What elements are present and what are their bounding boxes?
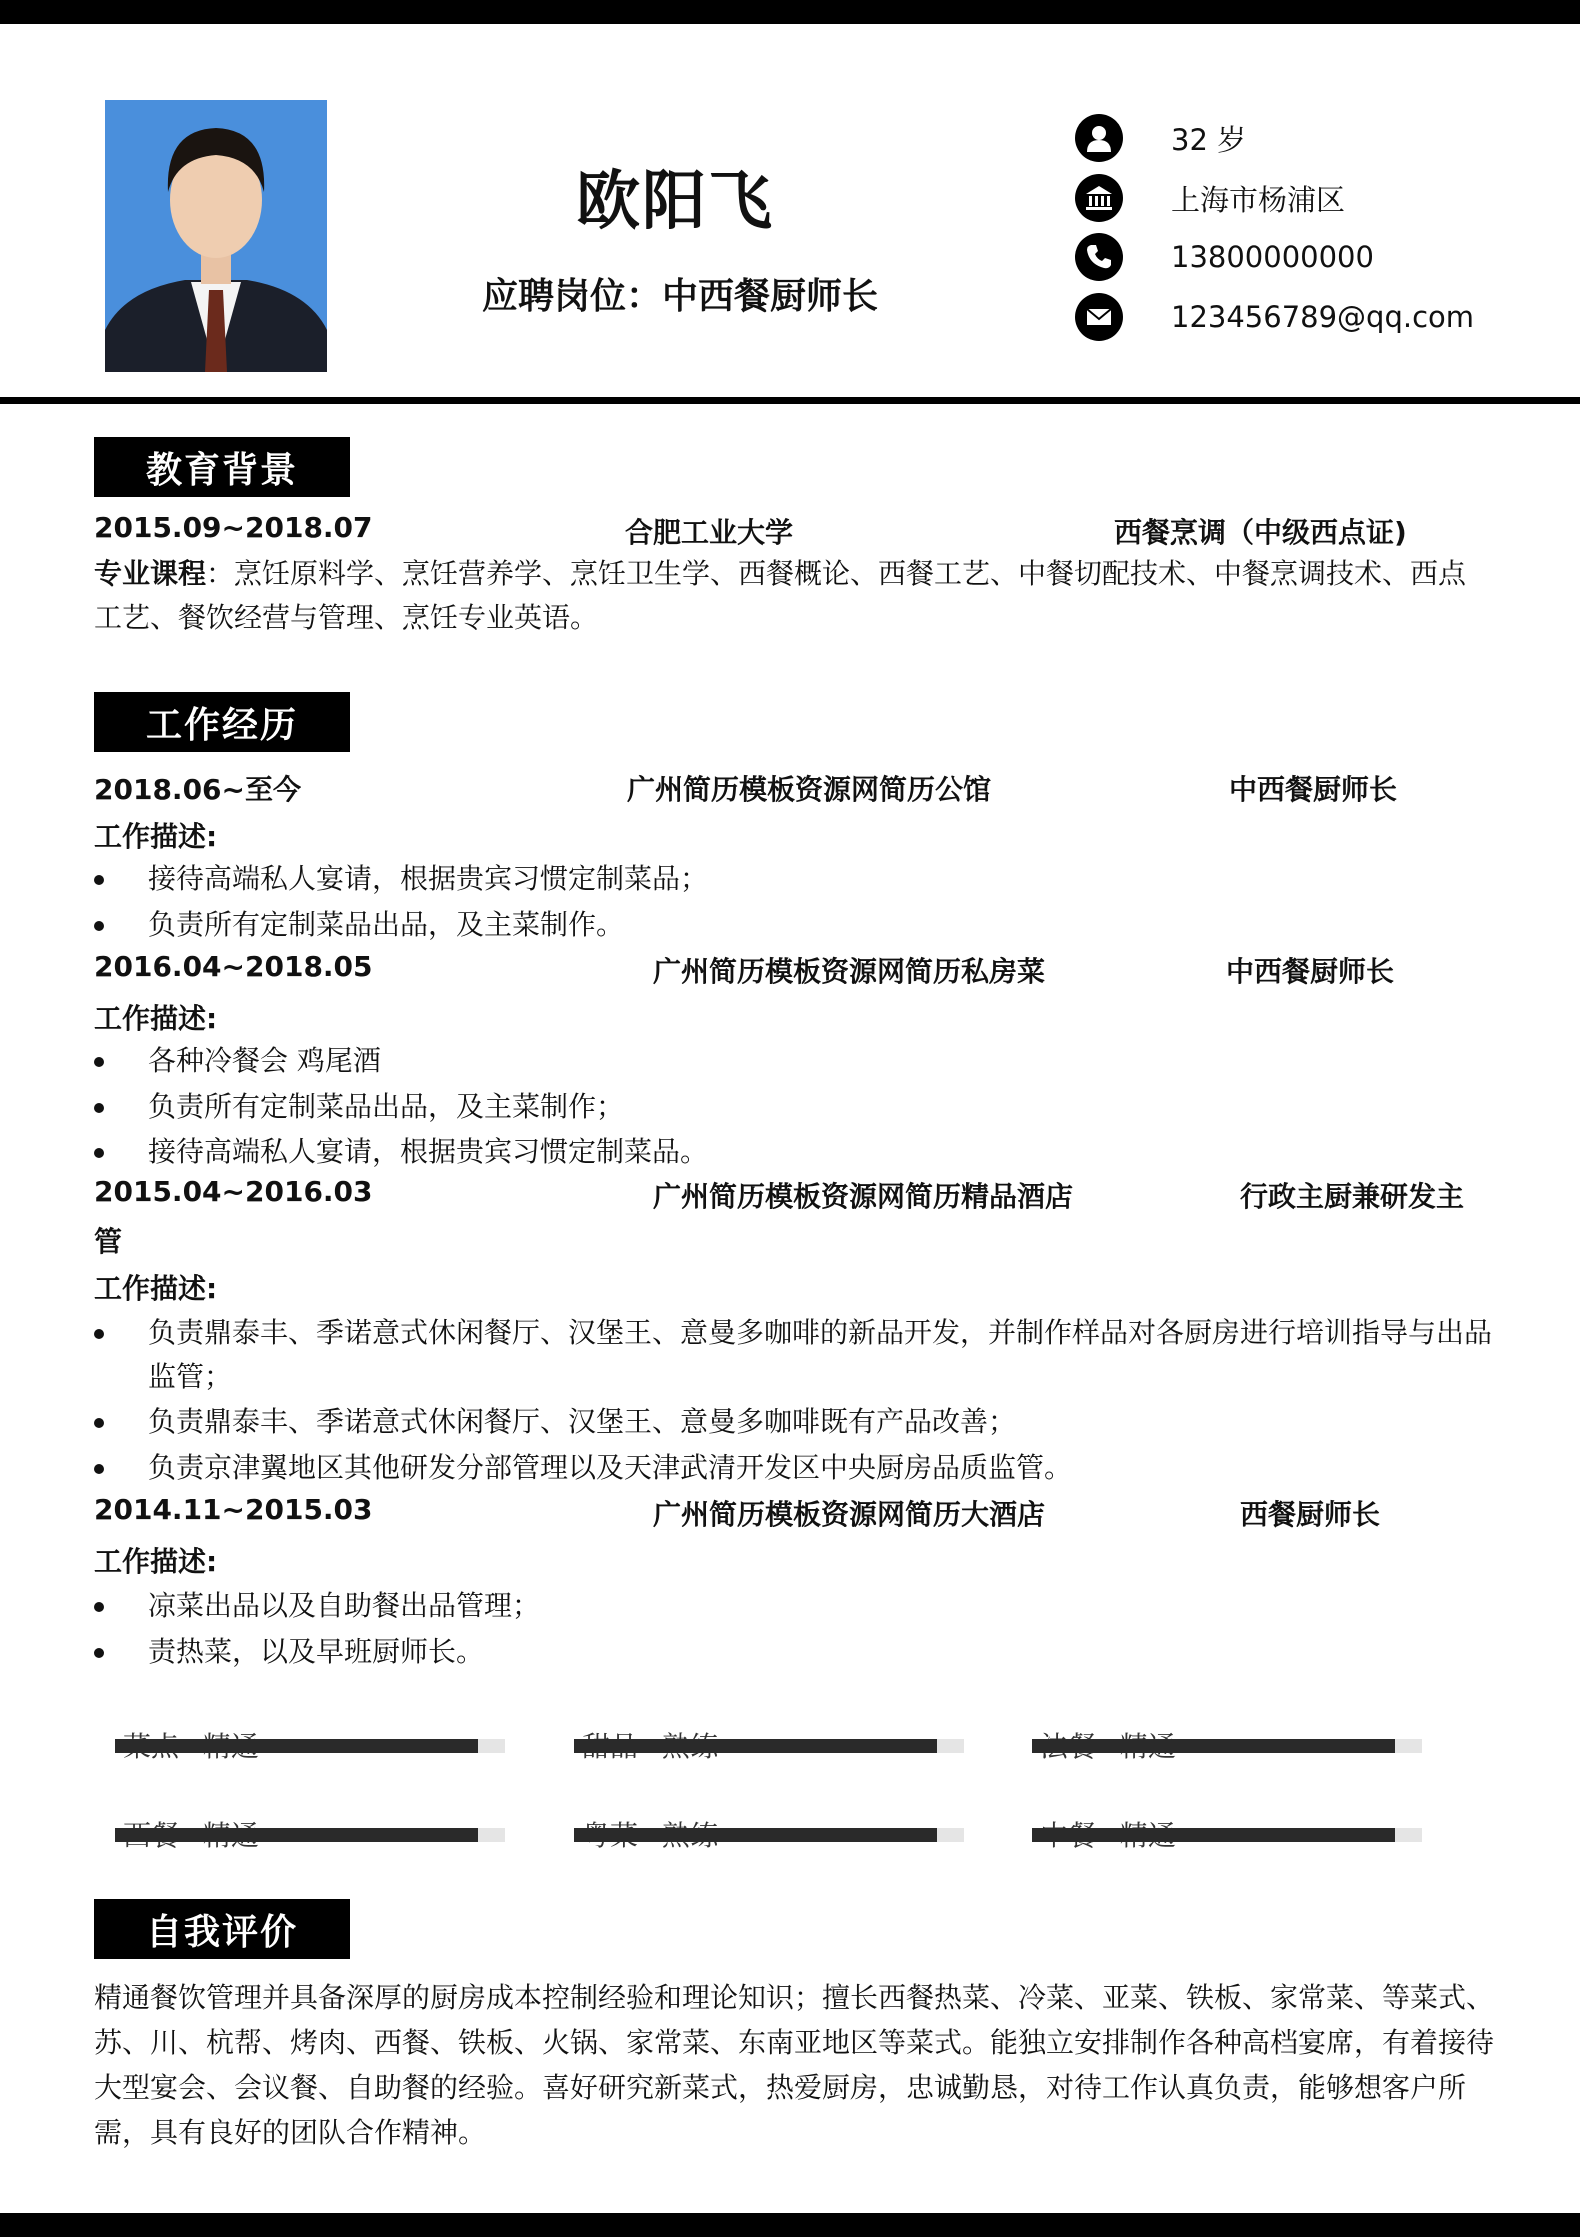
job-period: 2016.04~2018.05 xyxy=(94,950,373,983)
job-desc-label: 工作描述: xyxy=(94,1272,218,1305)
avatar-portrait xyxy=(105,100,327,372)
edu-school: 合肥工业大学 xyxy=(625,516,794,549)
skill-fill xyxy=(574,1828,937,1842)
edu-courses xyxy=(94,552,1494,640)
list-item: 接待高端私人宴请，根据贵宾习惯定制菜品； xyxy=(94,857,1504,901)
skill-bar xyxy=(1032,1822,1422,1852)
job-period: 2015.04~2016.03 xyxy=(94,1175,373,1208)
list-item: 负责所有定制菜品出品，及主菜制作。 xyxy=(94,903,1504,947)
contact-phone-text: 13800000000 xyxy=(1171,240,1374,274)
list-item: 凉菜出品以及自助餐出品管理； xyxy=(94,1584,1504,1628)
edu-courses-label: 专业课程 xyxy=(94,557,207,590)
contact-age-text: 32 岁 xyxy=(1171,122,1247,157)
job-role: 中西餐厨师长 xyxy=(1229,773,1398,806)
contact-email-text: 123456789@qq.com xyxy=(1171,300,1475,334)
job-role-continued: 管 xyxy=(94,1225,123,1258)
skill-fill xyxy=(1032,1739,1395,1753)
person-icon xyxy=(1075,114,1123,162)
skill-bar xyxy=(115,1822,505,1852)
job-company: 广州简历模板资源网简历公馆 xyxy=(627,773,992,806)
job-role: 中西餐厨师长 xyxy=(1226,955,1395,988)
applied-position: 应聘岗位：中西餐厨师长 xyxy=(481,276,878,317)
list-item: 负责鼎泰丰、季诺意式休闲餐厅、汉堡王、意曼多咖啡既有产品改善； xyxy=(94,1400,1504,1444)
job-period: 2014.11~2015.03 xyxy=(94,1493,373,1526)
skill-bar xyxy=(115,1733,505,1763)
self-eval-text: 精通餐饮管理并具备深厚的厨房成本控制经验和理论知识；擅长西餐热菜、冷菜、亚菜、铁板、家常菜、等菜式、苏、川、杭帮、烤肉、西餐、铁板、火锅、家常菜、东南亚地区等菜式。能独立安排制作各种高档宴席，有着接待大型宴会、会议餐、自助餐的经验。喜好研究新菜式，热爱厨房，忠诚勤恳，对待工作认真负责，能够想客户所需，具有良好的团队合作精神。 xyxy=(94,1981,1495,2149)
skill-fill xyxy=(574,1739,937,1753)
skill-fill xyxy=(115,1828,478,1842)
job-role: 行政主厨兼研发主 xyxy=(1240,1180,1465,1213)
bank-icon xyxy=(1075,174,1123,222)
job-desc-label: 工作描述: xyxy=(94,820,218,853)
job-role: 西餐厨师长 xyxy=(1240,1498,1381,1531)
job-desc-label: 工作描述: xyxy=(94,1545,218,1578)
job-company: 广州简历模板资源网简历精品酒店 xyxy=(653,1180,1074,1213)
job-desc-label: 工作描述: xyxy=(94,1002,218,1035)
section-title-education: 教育背景 xyxy=(94,437,350,497)
skill-bar xyxy=(1032,1733,1422,1763)
skill-bar xyxy=(574,1733,964,1763)
bottom-border xyxy=(0,2213,1580,2237)
skill-bar xyxy=(574,1822,964,1852)
contact-phone xyxy=(1075,233,1374,281)
list-item: 负责所有定制菜品出品，及主菜制作； xyxy=(94,1085,1504,1129)
section-title-work: 工作经历 xyxy=(94,692,350,752)
contact-address xyxy=(1075,174,1345,222)
section-title-self-eval: 自我评价 xyxy=(94,1899,350,1959)
job-company: 广州简历模板资源网简历大酒店 xyxy=(653,1498,1046,1531)
job-period: 2018.06~至今 xyxy=(94,773,301,806)
profile-photo xyxy=(105,100,327,372)
mail-icon xyxy=(1075,293,1123,341)
candidate-name: 欧阳飞 xyxy=(576,165,774,239)
list-item: 接待高端私人宴请，根据贵宾习惯定制菜品。 xyxy=(94,1130,1504,1174)
list-item: 负责鼎泰丰、季诺意式休闲餐厅、汉堡王、意曼多咖啡的新品开发，并制作样品对各厨房进行培训指导与出品监管； xyxy=(94,1311,1504,1399)
list-item: 责热菜，以及早班厨师长。 xyxy=(94,1630,1504,1674)
edu-period: 2015.09~2018.07 xyxy=(94,511,373,544)
contact-age xyxy=(1075,114,1246,162)
skill-fill xyxy=(1032,1828,1395,1842)
header-divider xyxy=(0,397,1580,404)
contact-address-text: 上海市杨浦区 xyxy=(1171,182,1346,217)
list-item: 各种冷餐会 鸡尾酒 xyxy=(94,1039,1504,1083)
job-company: 广州简历模板资源网简历私房菜 xyxy=(653,955,1046,988)
contact-email xyxy=(1075,293,1474,341)
skill-fill xyxy=(115,1739,478,1753)
list-item: 负责京津翼地区其他研发分部管理以及天津武清开发区中央厨房品质监管。 xyxy=(94,1446,1504,1490)
phone-icon xyxy=(1075,233,1123,281)
top-border xyxy=(0,0,1580,24)
edu-courses-text: ：烹饪原料学、烹饪营养学、烹饪卫生学、西餐概论、西餐工艺、中餐切配技术、中餐烹调技术、西点工艺、餐饮经营与管理、烹饪专业英语。 xyxy=(94,557,1467,634)
edu-major: 西餐烹调（中级西点证) xyxy=(1114,516,1407,549)
